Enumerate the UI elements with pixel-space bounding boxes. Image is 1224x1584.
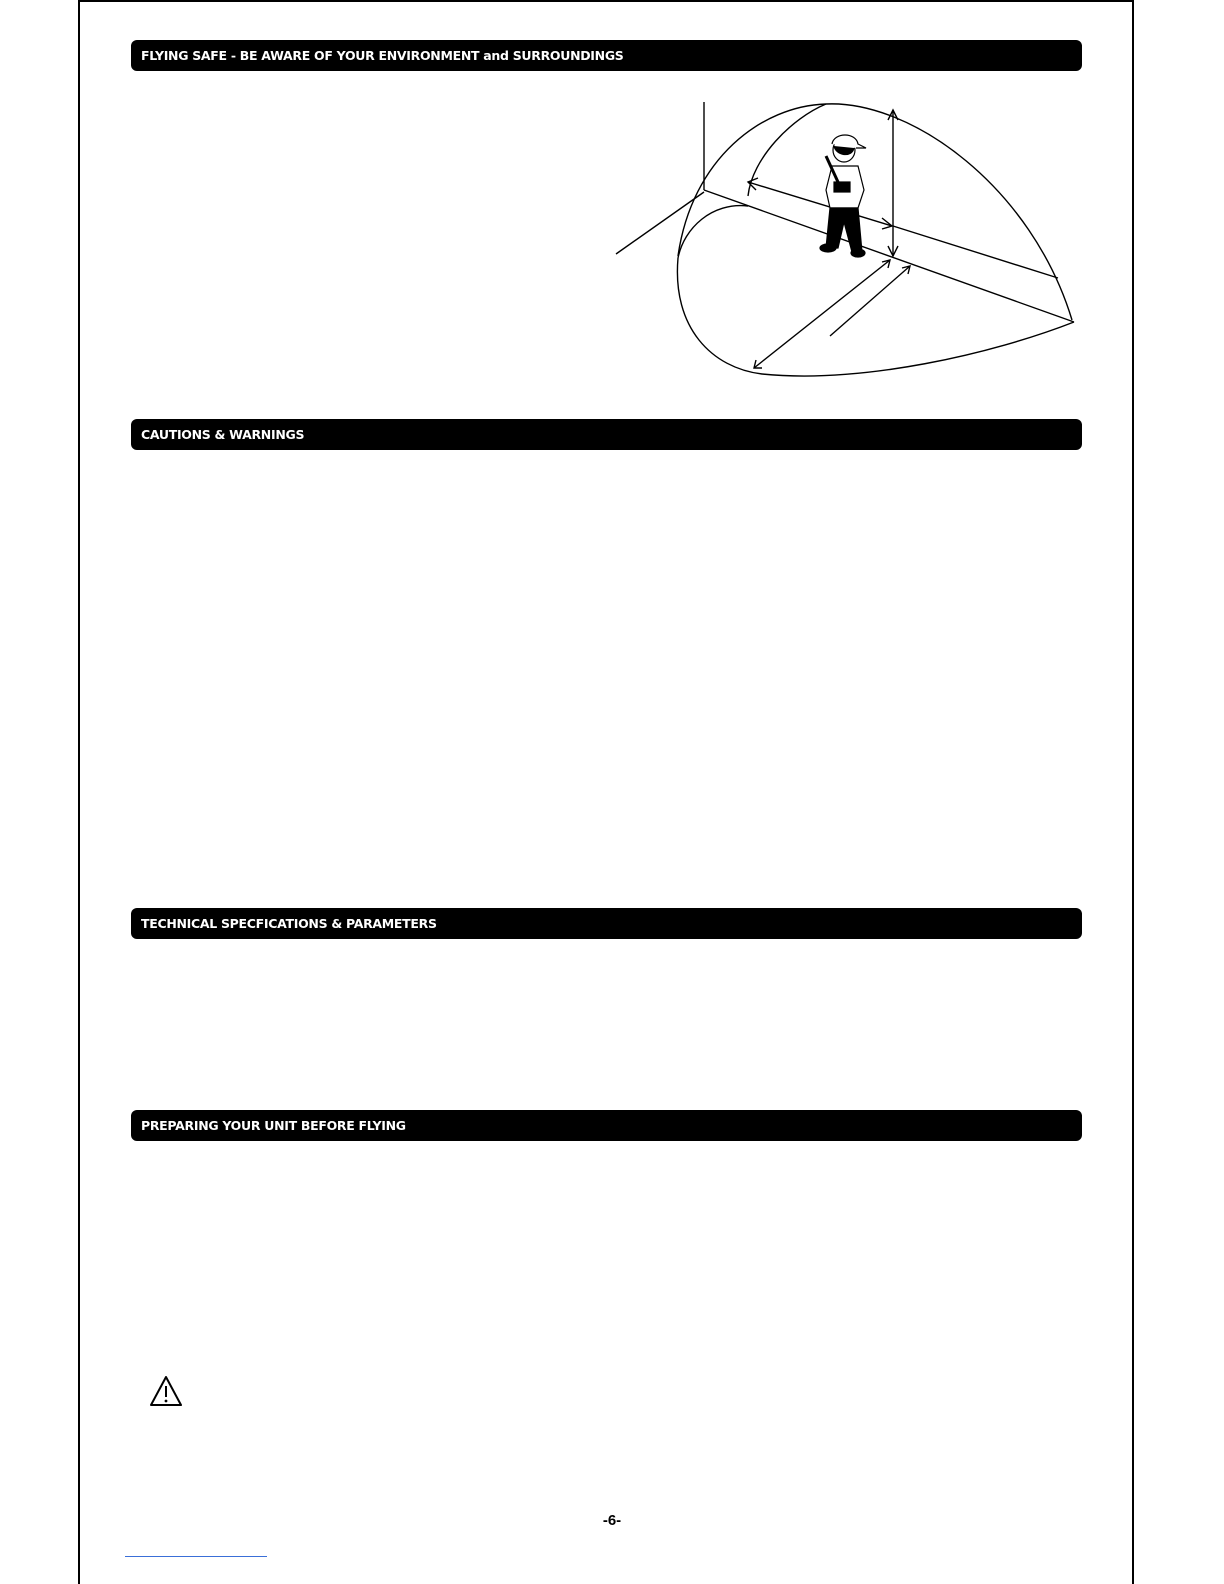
pilot-shoe-left <box>820 244 836 252</box>
right-span-line <box>893 226 1058 278</box>
footer-link-rule <box>125 1556 267 1557</box>
section-header-cautions: CAUTIONS & WARNINGS <box>131 419 1082 450</box>
floor-wall-left-line <box>616 192 704 254</box>
pilot-controller <box>834 182 850 192</box>
front-distance-arrow-1 <box>754 260 890 368</box>
floor-wall-baseline <box>704 190 1074 322</box>
width-arrow-line <box>748 182 892 226</box>
warning-triangle-icon <box>148 1374 184 1408</box>
page-number: -6- <box>602 1512 622 1529</box>
dome-inner-arc <box>748 104 826 196</box>
floor-front-curve <box>677 258 1074 376</box>
section-header-preparing: PREPARING YOUR UNIT BEFORE FLYING <box>131 1110 1082 1141</box>
safety-zone-diagram <box>612 98 1082 383</box>
dome-back-curve <box>678 104 1072 320</box>
section-header-flying-safe: FLYING SAFE - BE AWARE OF YOUR ENVIRONMENT and SURROUNDINGS <box>131 40 1082 71</box>
pilot-figure <box>820 135 866 257</box>
section-header-tech-specs: TECHNICAL SPECFICATIONS & PARAMETERS <box>131 908 1082 939</box>
pilot-shoe-right <box>851 249 865 257</box>
